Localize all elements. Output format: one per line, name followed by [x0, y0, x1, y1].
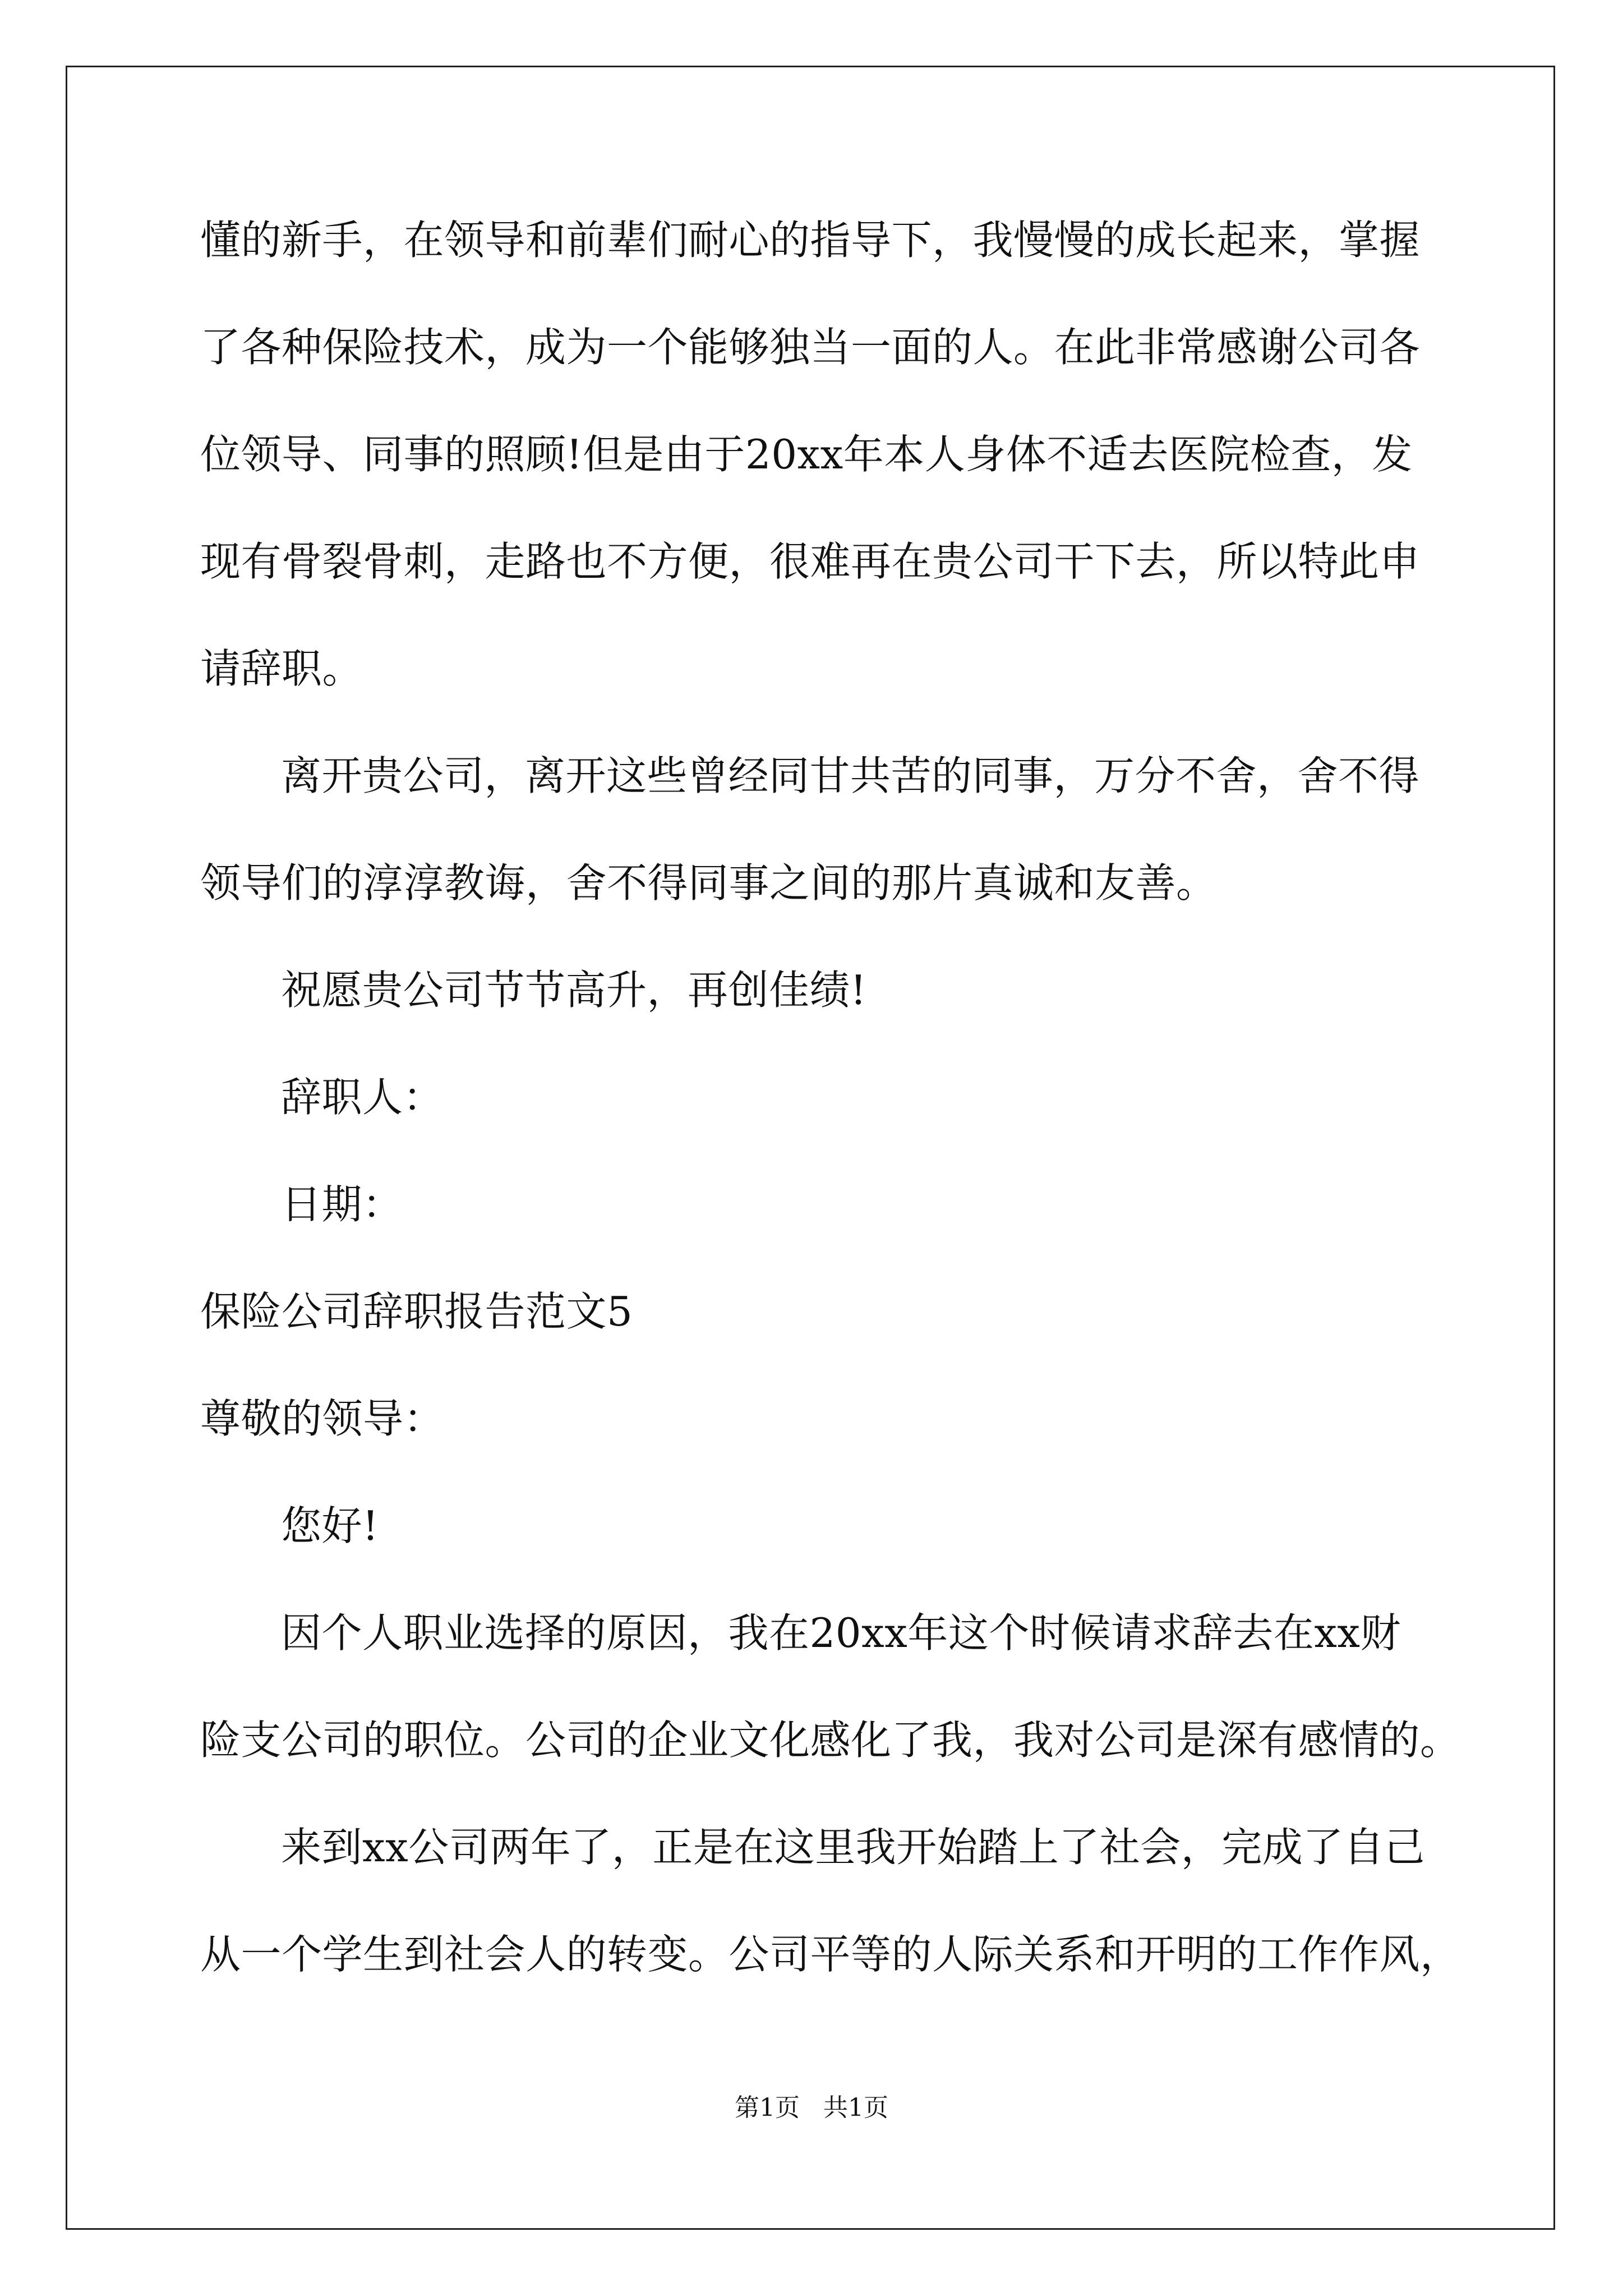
total-pages: 共1页 [823, 2093, 888, 2122]
paragraph-line: 因个人职业选择的原因，我在20xx年这个时候请求辞去在xx财 [281, 1609, 1401, 1657]
signature-label: 辞职人： [281, 1074, 444, 1121]
page-border [66, 66, 1555, 2230]
paragraph-line: 懂的新手，在领导和前辈们耐心的指导下，我慢慢的成长起来，掌握 [200, 217, 1421, 264]
paragraph-line: 险支公司的职位。公司的企业文化感化了我，我对公司是深有感情的。 [200, 1717, 1461, 1764]
paragraph-line: 祝愿贵公司节节高升，再创佳绩! [281, 967, 867, 1014]
paragraph-line: 现有骨裂骨刺，走路也不方便，很难再在贵公司干下去，所以特此申 [200, 538, 1421, 585]
greeting: 您好! [281, 1502, 379, 1549]
date-label: 日期： [281, 1181, 403, 1228]
paragraph-line: 离开贵公司，离开这些曾经同甘共苦的同事，万分不舍，舍不得 [281, 752, 1420, 799]
page-footer [0, 2092, 1623, 2124]
paragraph-line: 领导们的淳淳教诲，舍不得同事之间的那片真诚和友善。 [200, 859, 1217, 907]
paragraph-line: 来到xx公司两年了，正是在这里我开始踏上了社会，完成了自己 [281, 1824, 1425, 1871]
paragraph-line: 了各种保险技术，成为一个能够独当一面的人。在此非常感谢公司各 [200, 324, 1421, 371]
salutation: 尊敬的领导： [200, 1395, 445, 1442]
paragraph-line: 请辞职。 [200, 645, 363, 692]
page-number: 第1页 [735, 2093, 800, 2122]
paragraph-line: 从一个学生到社会人的转变。公司平等的人际关系和开明的工作作风， [200, 1931, 1461, 1978]
paragraph-line: 位领导、同事的照顾!但是由于20xx年本人身体不适去医院检查，发 [200, 431, 1413, 478]
section-title: 保险公司辞职报告范文5 [200, 1288, 633, 1335]
